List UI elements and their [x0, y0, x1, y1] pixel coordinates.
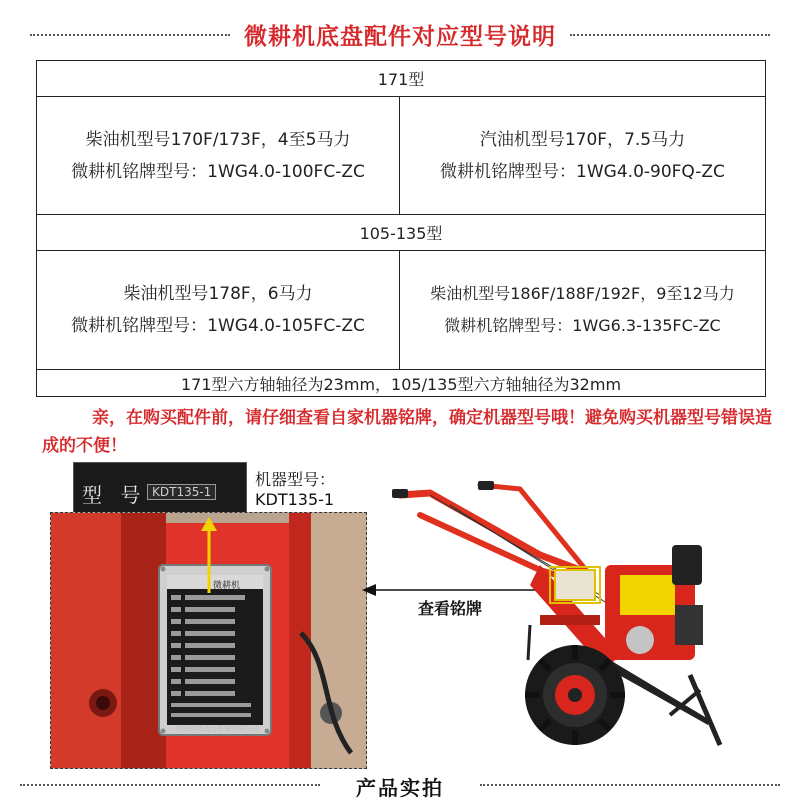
- header-171: 171型: [37, 61, 766, 97]
- cell-171-left-line2: 微耕机铭牌型号：1WG4.0-100FC-ZC: [71, 161, 365, 182]
- view-nameplate-label: 查看铭牌: [418, 599, 483, 618]
- cell-171-right-line2: 微耕机铭牌型号：1WG4.0-90FQ-ZC: [440, 161, 725, 182]
- cell-105-left-line2: 微耕机铭牌型号：1WG4.0-105FC-ZC: [71, 316, 365, 336]
- machine-model-value: KDT135-1: [255, 490, 335, 509]
- plate-title: 微耕机: [213, 581, 241, 591]
- cell-105-right: [400, 251, 766, 370]
- footer-row: [0, 766, 800, 800]
- machine-model-label: [255, 470, 335, 510]
- cell-105-right-line1: 柴油机型号186F/188F/192F，9至12马力: [430, 284, 735, 303]
- plate-company: 常州科普动力机械有限公司: [175, 725, 259, 733]
- product-photo-heading: 产品实拍: [356, 776, 444, 800]
- strip-label: 型 号: [82, 483, 147, 507]
- tiller-machine-image: [390, 475, 730, 765]
- cell-105-left-line1: 柴油机型号178F，6马力: [123, 284, 313, 304]
- cell-171-left: [37, 97, 400, 215]
- spec-table: [36, 60, 766, 397]
- shaft-note: 171型六方轴轴径为23mm，105/135型六方轴轴径为32mm: [37, 370, 766, 397]
- cell-171-right: [400, 97, 766, 215]
- cell-171-left-line1: 柴油机型号170F/173F，4至5马力: [85, 129, 351, 150]
- title-row: [0, 0, 800, 60]
- purchase-notice: 亲，在购买配件前，请仔细查看自家机器铭牌，确定机器型号哦！避免购买机器型号错误造成的不便！: [42, 408, 772, 456]
- header-105: 105-135型: [37, 215, 766, 251]
- nameplate-zoom-strip: [73, 462, 247, 516]
- page-title: 微耕机底盘配件对应型号说明: [244, 24, 556, 50]
- cell-171-right-line1: 汽油机型号170F，7.5马力: [479, 129, 686, 150]
- cell-105-left: [37, 251, 400, 370]
- strip-value: KDT135-1: [147, 484, 216, 500]
- cell-105-right-line2: 微耕机铭牌型号：1WG6.3-135FC-ZC: [444, 316, 721, 335]
- machine-model-caption: 机器型号：: [255, 470, 336, 489]
